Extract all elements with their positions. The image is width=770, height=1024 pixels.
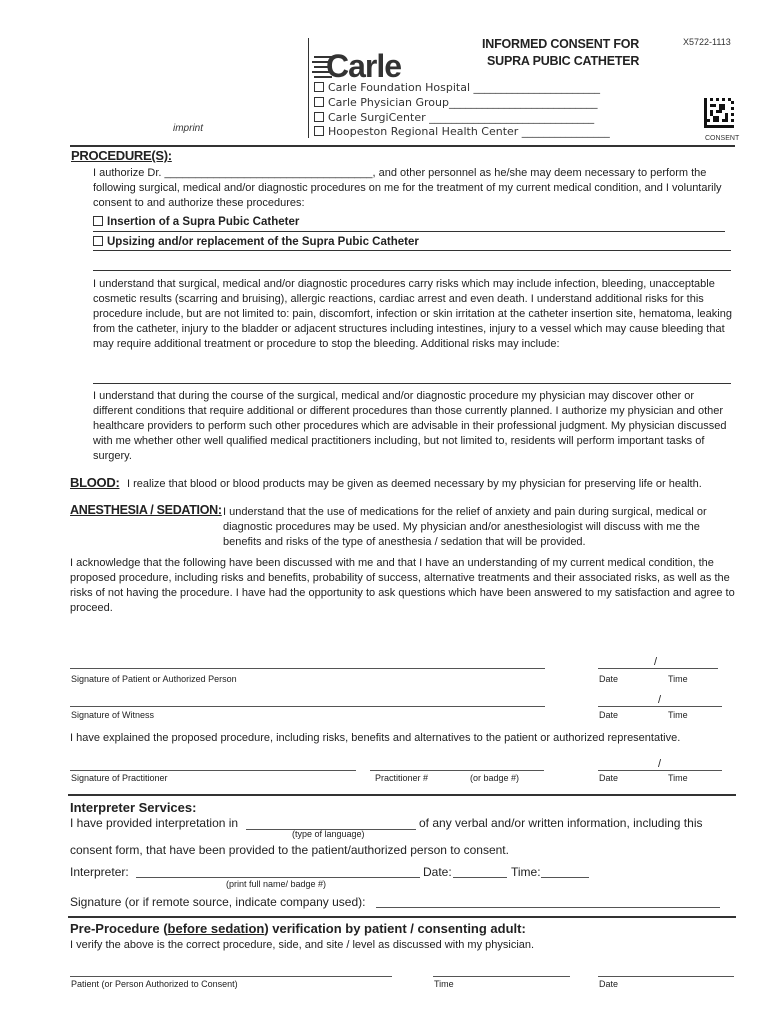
- form-title-line2: SUPRA PUBIC CATHETER: [487, 54, 640, 68]
- interpreter-name-line[interactable]: [136, 877, 420, 878]
- procedure-option-line: [93, 250, 731, 251]
- practitioner-statement: I have explained the proposed procedure, including risks, benefits and alternatives to the patient or authorized representative.: [70, 732, 681, 744]
- date-label: Date: [599, 773, 619, 783]
- procedure-option-insertion[interactable]: [93, 216, 299, 228]
- checkbox-icon[interactable]: [314, 112, 324, 122]
- form-title-line1: INFORMED CONSENT FOR: [482, 37, 640, 51]
- witness-signature-line[interactable]: [70, 706, 545, 707]
- section-rule: [68, 916, 736, 918]
- time-label: Time: [668, 674, 688, 684]
- badge-number-label: (or badge #): [470, 773, 520, 783]
- hospital-option-1[interactable]: [314, 96, 597, 109]
- anesthesia-heading: ANESTHESIA / SEDATION:: [70, 503, 222, 517]
- patient-date-line[interactable]: [598, 668, 718, 669]
- time-label: Time: [668, 773, 688, 783]
- acknowledge-text: I acknowledge that the following have been discussed with me and that I have an understanding of my current medical condition, the proposed procedure, including risks and benefits, probability of success, alternative treatments and their associated risks, as well as the risks of not having the procedure. I have had the opportunity to ask questions which have been answered to my satisfaction and agree to proceed.: [70, 557, 735, 614]
- consent-label: CONSENT: [705, 135, 740, 142]
- hospital-label: Carle SurgiCenter ______________________________: [328, 111, 595, 124]
- blood-heading: BLOOD:: [70, 475, 120, 490]
- interpreter-name-hint: (print full name/ badge #): [226, 879, 327, 889]
- preprocedure-date-label: Date: [599, 979, 619, 989]
- interpreter-name-label: Interpreter:: [70, 865, 129, 879]
- preprocedure-text: I verify the above is the correct procedure, side, and site / level as discussed with my physician.: [70, 939, 535, 951]
- checkbox-icon[interactable]: [314, 126, 324, 136]
- section-rule: [68, 794, 736, 796]
- practitioner-number-line[interactable]: [370, 770, 544, 771]
- imprint-label: imprint: [173, 123, 204, 134]
- blood-text: I realize that blood or blood products may be given as deemed necessary by my physician for preserving life or health.: [127, 478, 702, 490]
- date-label: Date: [599, 674, 619, 684]
- interpreter-line1-start: I have provided interpretation in: [70, 816, 239, 830]
- preprocedure-patient-label: Patient (or Person Authorized to Consent): [71, 979, 238, 989]
- witness-signature-label: Signature of Witness: [71, 710, 155, 720]
- date-label: Date: [599, 710, 619, 720]
- carle-logo-text: Carle: [326, 48, 402, 84]
- interpreter-line1-end: of any verbal and/or written information, including this: [419, 816, 703, 830]
- form-code: X5722-1113: [683, 37, 731, 47]
- preprocedure-heading-underlined: before sedation: [167, 921, 265, 936]
- checkbox-icon[interactable]: [93, 216, 103, 226]
- hospital-label: Hoopeston Regional Health Center ________________: [328, 125, 610, 138]
- additional-risks-line[interactable]: [93, 383, 731, 384]
- interpreter-signature-label: Signature (or if remote source, indicate company used):: [70, 895, 366, 909]
- hospital-option-0[interactable]: [314, 81, 600, 94]
- preprocedure-time-line[interactable]: [433, 976, 570, 977]
- practitioner-number-label: Practitioner #: [375, 773, 429, 783]
- header-divider: [308, 38, 309, 138]
- language-hint: (type of language): [292, 829, 365, 839]
- time-label: Time: [668, 710, 688, 720]
- procedures-heading: PROCEDURE(S):: [71, 148, 172, 163]
- interpreter-time-label: Time:: [511, 865, 541, 879]
- procedure-option-upsizing[interactable]: [93, 236, 419, 248]
- hospital-label: Carle Physician Group___________________________: [328, 96, 598, 109]
- procedure-option-label: Upsizing and/or replacement of the Supra Pubic Catheter: [107, 236, 419, 248]
- preprocedure-heading-start: Pre-Procedure (: [70, 921, 168, 936]
- patient-signature-line[interactable]: [70, 668, 545, 669]
- hospital-label: Carle Foundation Hospital _______________________: [328, 81, 601, 94]
- anesthesia-text: I understand that the use of medications for the relief of anxiety and pain during surgical, medical or diagnostic procedures may be used. My physician and/or anesthesiologist will discuss with me the benefits and risks of the type of anesthesia / sedation that will be provided.: [223, 506, 707, 548]
- preprocedure-date-line[interactable]: [598, 976, 734, 977]
- practitioner-signature-line[interactable]: [70, 770, 356, 771]
- header-rule: [70, 145, 735, 147]
- interpreter-signature-line[interactable]: [376, 907, 720, 908]
- preprocedure-heading-end: ) verification by patient / consenting adult:: [264, 921, 526, 936]
- checkbox-icon[interactable]: [314, 82, 324, 92]
- hospital-option-2[interactable]: [314, 111, 594, 124]
- date-time-slash: /: [654, 656, 658, 668]
- preprocedure-heading: [70, 921, 526, 936]
- interpreter-time-line[interactable]: [541, 877, 589, 878]
- preprocedure-time-label: Time: [434, 979, 454, 989]
- procedure-risks: I understand that surgical, medical and/or diagnostic procedures carry risks which may include infection, bleeding, unacceptable cosmetic results (scarring and bruising), allergic reactions, cardiac arrest and even death. I understand additional risks for this procedure include, but are not limited to: pain, discomfort, infection or skin irritation at the catheter insertion site, hematoma, leaking from the catheter, injury to the bladder or adjacent structures including intestines, injury to a vessel which may cause bleeding that may require additional treatment or procedure to stop the bleeding. Additional risks may include:: [93, 278, 732, 350]
- procedures-intro: I authorize Dr. __________________________________, and other personnel as he/she may deem necessary to perform the following surgical, medical and/or diagnostic procedures on me for the treatment of my current medical condition, and I voluntarily consent to and authorize these procedures:: [93, 167, 722, 209]
- interpreter-date-label: Date:: [423, 865, 452, 879]
- procedure-conditions: I understand that during the course of the surgical, medical and/or diagnostic procedure my physician may discover other or different conditions that require additional or different procedures than those currently planned. I authorize my physician and other healthcare providers to perform such other procedures which are advisable in their professional judgment. My physician discussed with me whether other well qualified medical practitioners including, but not limited to, residents will perform important tasks of surgery.: [93, 390, 727, 462]
- preprocedure-patient-line[interactable]: [70, 976, 392, 977]
- barcode-icon: [704, 98, 734, 128]
- date-time-slash: /: [658, 694, 662, 706]
- procedure-blank-line[interactable]: [93, 270, 731, 271]
- procedure-option-line: [93, 231, 725, 232]
- checkbox-icon[interactable]: [93, 236, 103, 246]
- interpreter-date-line[interactable]: [453, 877, 507, 878]
- patient-signature-label: Signature of Patient or Authorized Person: [71, 674, 237, 684]
- date-time-slash: /: [658, 758, 662, 770]
- interpreter-heading: Interpreter Services:: [70, 800, 197, 815]
- procedure-option-label: Insertion of a Supra Pubic Catheter: [107, 216, 300, 228]
- checkbox-icon[interactable]: [314, 97, 324, 107]
- hospital-option-3[interactable]: [314, 125, 610, 138]
- interpreter-line2: consent form, that have been provided to the patient/authorized person to consent.: [70, 843, 509, 857]
- practitioner-signature-label: Signature of Practitioner: [71, 773, 168, 783]
